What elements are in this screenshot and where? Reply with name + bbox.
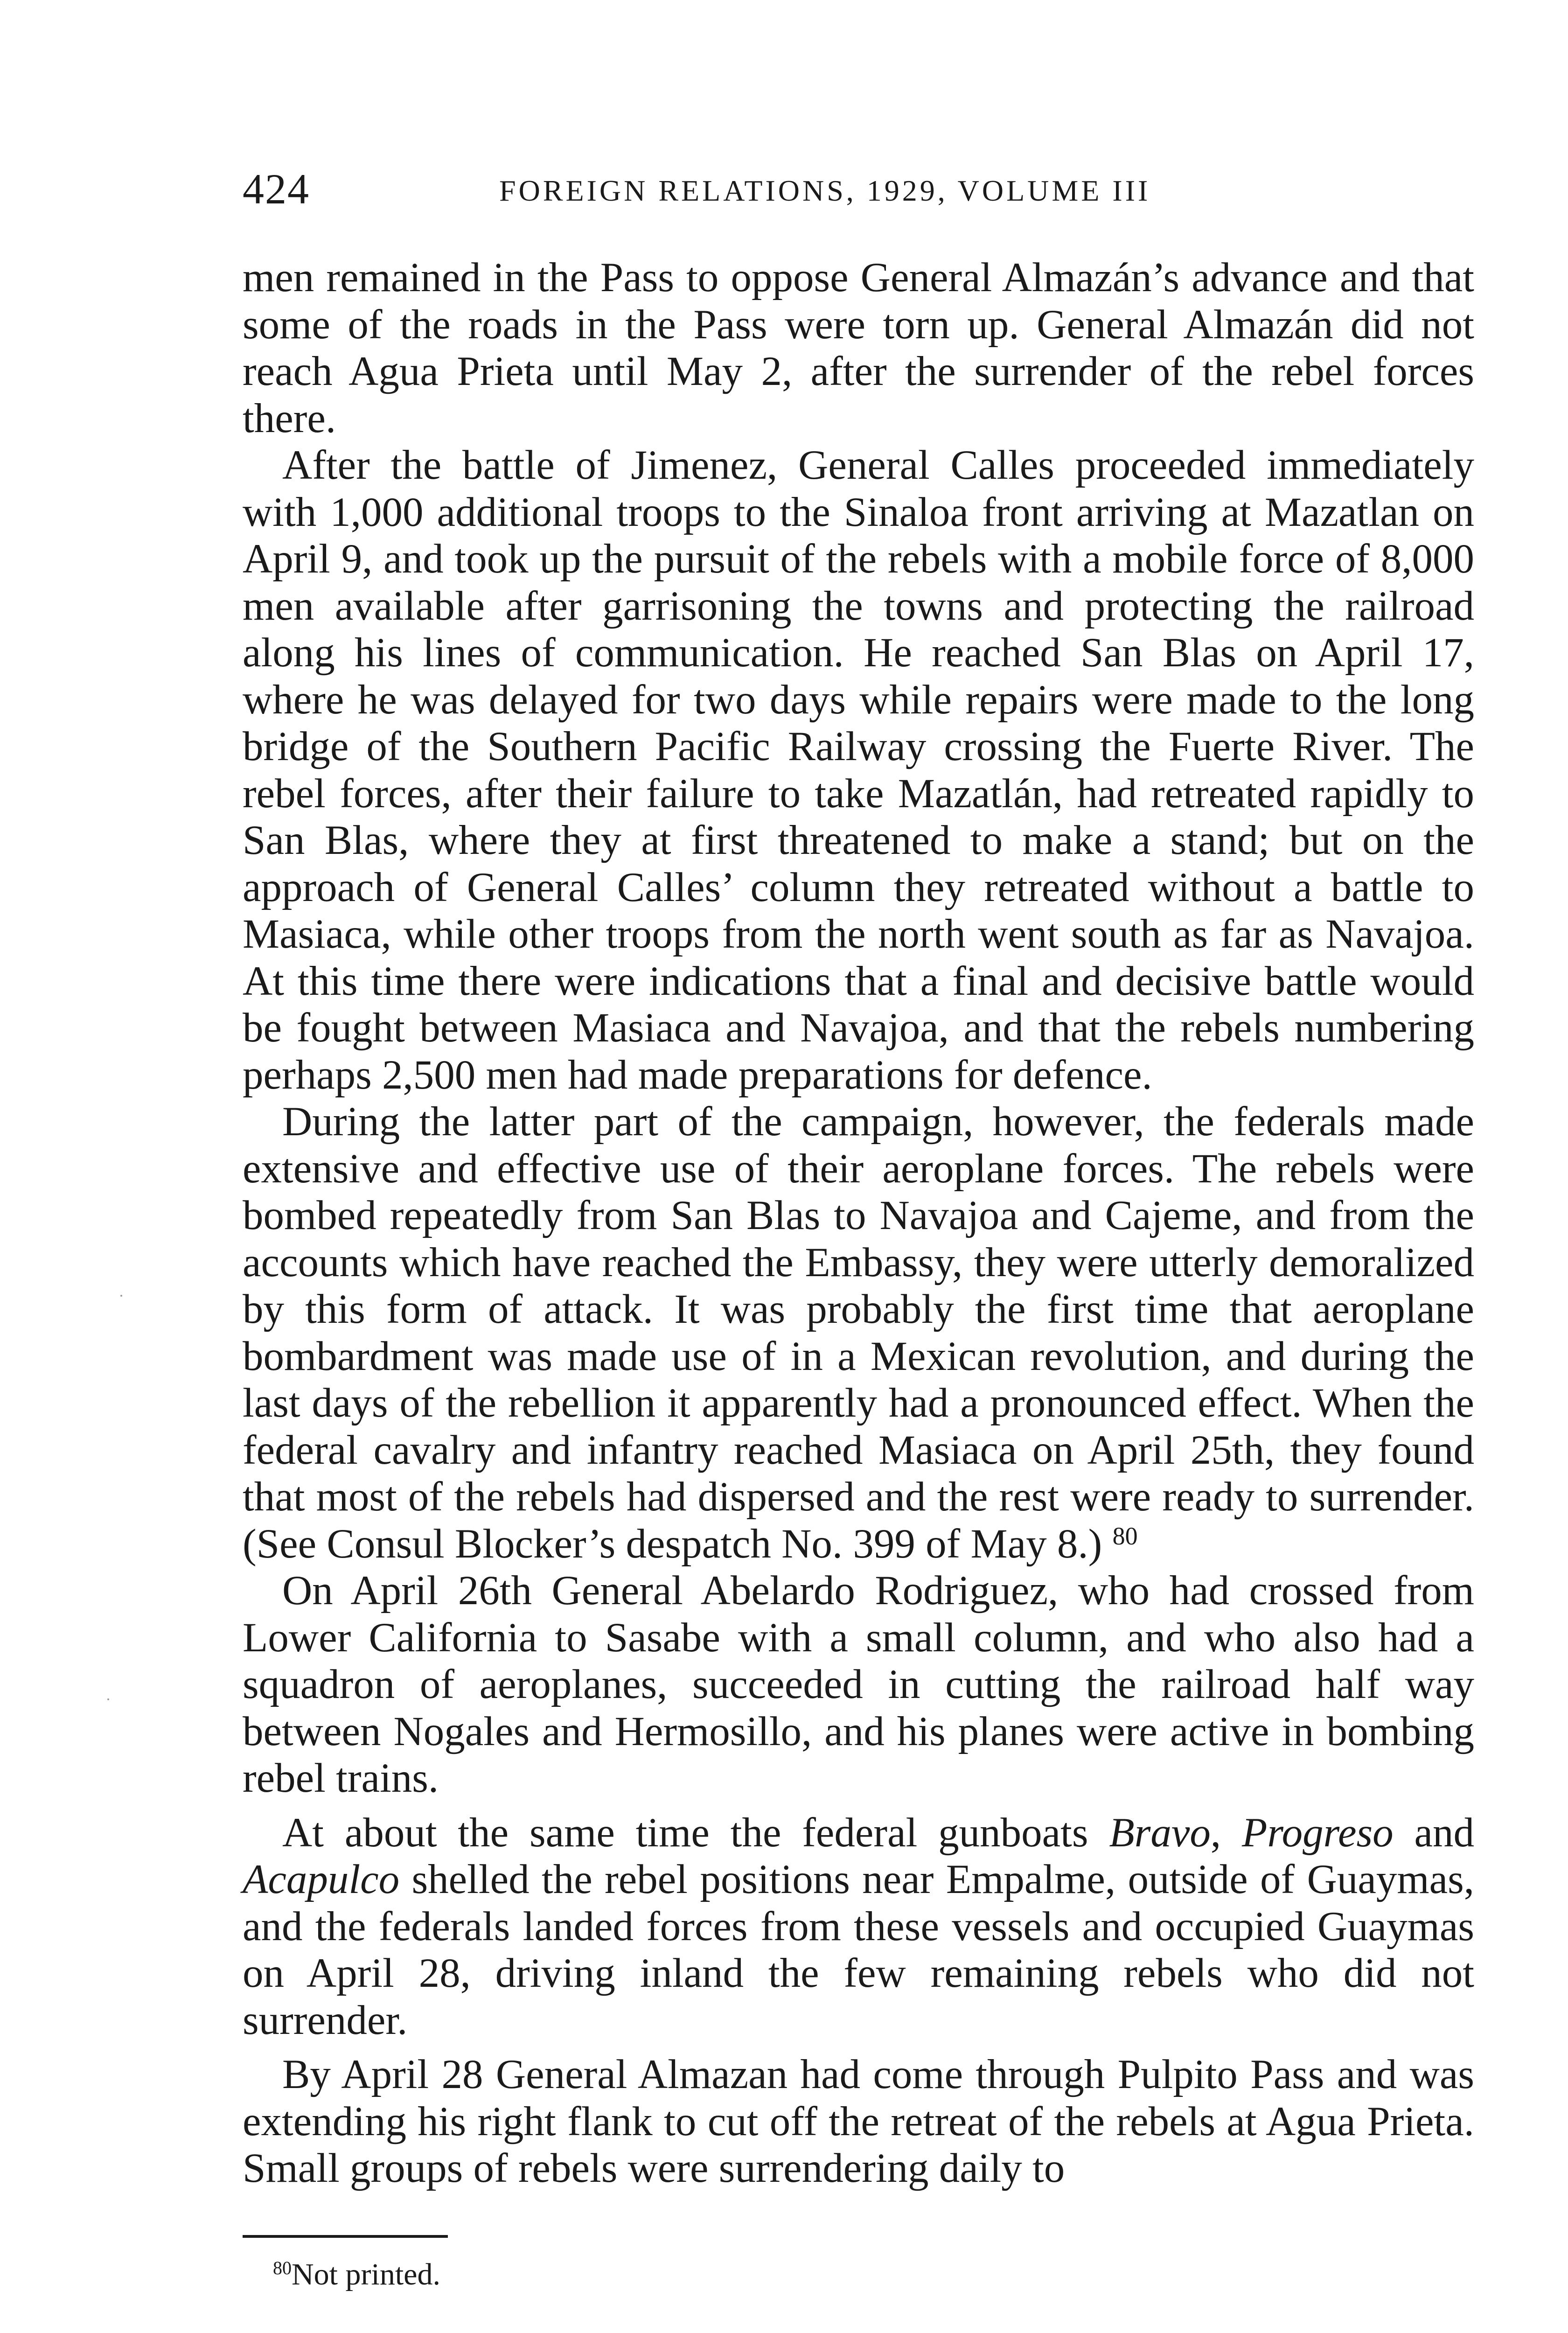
paragraph (243, 1098, 1474, 1567)
paragraph-text: and (1393, 1809, 1474, 1856)
paragraph-text: At about the same time the federal gunboats (282, 1809, 1109, 1856)
page-header (243, 164, 1465, 216)
body-text (243, 254, 1474, 2192)
scan-speck (107, 1698, 109, 1700)
page-number: 424 (243, 165, 310, 213)
footnote-text: Not printed. (292, 2257, 440, 2291)
paragraph-text: During the latter part of the campaign, however, the federals made extensive and effective use of their aeroplane forces. The rebels were bombed repeatedly from San Blas to Navajoa and Cajeme, and from the accounts which have reached the Embassy, they were utterly demoralized by this form of attack. It was probably the first time that aeroplane bombardment was made use of in a Mexican revolution, and during the last days of the rebellion it apparently had a pronounced effect. When the federal cavalry and infantry reached Masiaca on April 25th, they found that most of the rebels had dispersed and the rest were ready to surrender. (See Consul Blocker’s despatch No. 399 of May 8.) (243, 1099, 1474, 1567)
footnote-divider (243, 2235, 448, 2238)
footnote-reference: 80 (1112, 1522, 1138, 1550)
running-head: FOREIGN RELATIONS, 1929, VOLUME III (499, 174, 1151, 207)
ship-name: Acapulco (243, 1857, 400, 1902)
footnote (273, 2256, 440, 2293)
paragraph (243, 1809, 1474, 2044)
paragraph: After the battle of Jimenez, General Calles proceeded immediately with 1,000 additional troops to the Sinaloa front arriving at Mazatlan on April 9, and took up the pursuit of the rebels with a mobile force of 8,000 men available after garrisoning the towns and protecting the railroad along his lines of communication. He reached San Blas on April 17, where he was delayed for two days while repairs were made to the long bridge of the Southern Pacific Railway crossing the Fuerte River. The rebel forces, after their failure to take Mazatlán, had retreated rapidly to San Blas, where they at first threatened to make a stand; but on the approach of General Calles’ column they retreated without a battle to Masiaca, while other troops from the north went south as far as Navajoa. At this time there were indications that a final and decisive battle would be fought between Masiaca and Navajoa, and that the rebels numbering perhaps 2,500 men had made preparations for defence. (243, 442, 1474, 1098)
footnote-mark: 80 (273, 2257, 292, 2278)
paragraph: On April 26th General Abelardo Rodriguez, who had crossed from Lower California to Sasabe with a small column, and who also had a squadron of aeroplanes, succeeded in cutting the railroad half way between Nogales and Hermosillo, and his planes were active in bombing rebel trains. (243, 1568, 1474, 1801)
paragraph-text: , (1210, 1809, 1242, 1856)
scan-speck (120, 1295, 122, 1297)
paragraph: By April 28 General Almazan had come through Pulpito Pass and was extending his right flank to cut off the retreat of the rebels at Agua Prieta. Small groups of rebels were surrendering daily to (243, 2052, 1474, 2191)
paragraph: men remained in the Pass to oppose General Almazán’s advance and that some of the roads in the Pass were torn up. General Almazán did not reach Agua Prieta until May 2, after the surrender of the rebel forces there. (243, 255, 1474, 441)
paragraph-text: shelled the rebel positions near Empalme, outside of Guaymas, and the federals landed forces from these vessels and occupied Guaymas on April 28, driving inland the few remaining rebels who did not surrender. (243, 1857, 1474, 2043)
ship-name: Bravo (1109, 1809, 1211, 1856)
ship-name: Progreso (1241, 1809, 1394, 1856)
